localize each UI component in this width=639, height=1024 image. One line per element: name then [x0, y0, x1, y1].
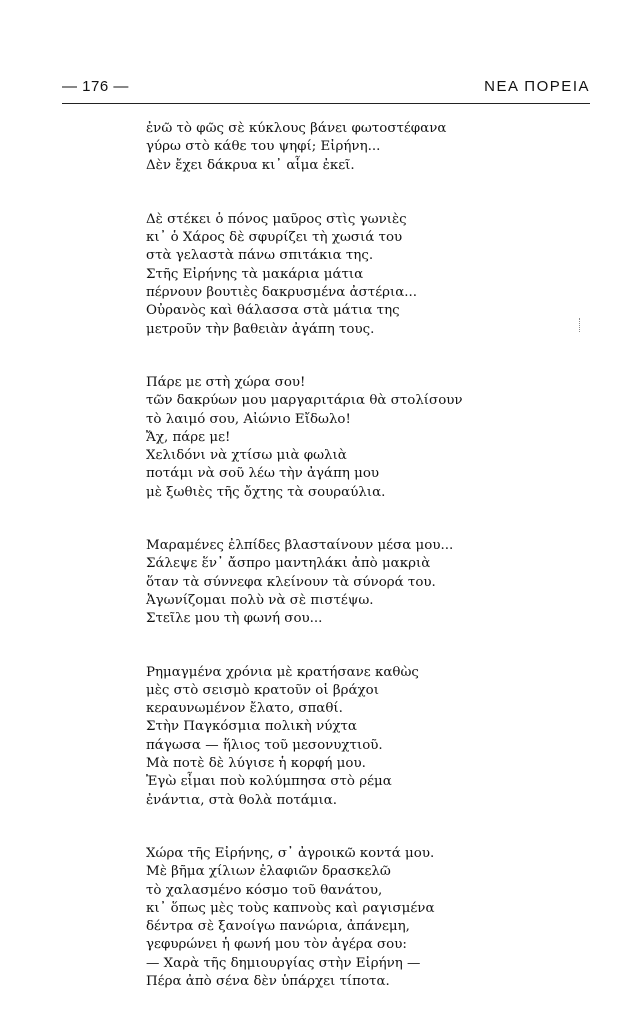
poem-line: Δὲ στέκει ὁ πόνος μαῦρος στὶς γωνιὲς: [146, 211, 407, 227]
poem-line: Μαραμένες ἐλπίδες βλασταίνουν μέσα μου...: [146, 538, 454, 554]
poem-line: τῶν δακρύων μου μαργαριτάρια θὰ στολίσουν: [146, 393, 463, 409]
page-number: — 176 —: [62, 78, 129, 95]
journal-title: ΝΕΑ ΠΟΡΕΙΑ: [484, 78, 590, 95]
poem-line: ὅταν τὰ σύννεφα κλείνουν τὰ σύνορά του.: [146, 574, 436, 590]
poem-line: δέντρα σὲ ξανοίγω πανώρια, ἀπάνεμη,: [146, 919, 410, 935]
poem-line: στὰ γελαστὰ πάνω σπιτάκια της.: [146, 248, 374, 264]
poem-line: Σάλεψε ἕν᾿ ἄσπρο μαντηλάκι ἀπὸ μακριὰ: [146, 556, 431, 572]
stanza-5: [146, 664, 586, 810]
poem-line: Δὲν ἔχει δάκρυα κι᾿ αἷμα ἐκεῖ.: [146, 157, 355, 173]
poem-line: Στὴν Παγκόσμια πολικὴ νύχτα: [146, 719, 357, 735]
poem-body: [146, 120, 586, 991]
poem-line: ἐνάντια, στὰ θολὰ ποτάμια.: [146, 792, 338, 808]
poem-line: Ἐγὼ εἶμαι ποὺ κολύμπησα στὸ ρέμα: [146, 774, 392, 790]
poem-line: Πέρα ἀπὸ σένα δὲν ὑπάρχει τίποτα.: [146, 973, 390, 989]
poem-line: Μὲ βῆμα χίλιων ἐλαφιῶν δρασκελῶ: [146, 864, 391, 880]
poem-line: τὸ λαιμό σου, Αἰώνιο Εἴδωλο!: [146, 411, 351, 427]
poem-line: ποτάμι νὰ σοῦ λέω τὴν ἀγάπη μου: [146, 466, 380, 482]
poem-line: γεφυρώνει ἡ φωνή μου τὸν ἀγέρα σου:: [146, 937, 407, 953]
poem-line: Οὐρανὸς καὶ θάλασσα στὰ μάτια της: [146, 303, 400, 319]
poem-line: — Χαρὰ τῆς δημιουργίας στὴν Εἰρήνη —: [146, 955, 421, 971]
margin-mark: [579, 318, 582, 332]
poem-line: πάγωσα — ἥλιος τοῦ μεσονυχτιοῦ.: [146, 737, 383, 753]
stanza-1: [146, 120, 586, 175]
poem-line: πέρνουν βουτιὲς δακρυσμένα ἀστέρια...: [146, 285, 418, 301]
poem-line: Χώρα τῆς Εἰρήνης, σ᾿ ἀγροικῶ κοντά μου.: [146, 845, 435, 861]
poem-line: Ἀγωνίζομαι πολὺ νὰ σὲ πιστέψω.: [146, 592, 374, 608]
poem-line: Ρημαγμένα χρόνια μὲ κρατήσανε καθὼς: [146, 664, 419, 680]
poem-line: Ἄχ, πάρε με!: [146, 429, 231, 445]
poem-line: κι᾿ ὁ Χάρος δὲ σφυρίζει τὴ χωσιά του: [146, 230, 403, 246]
poem-line: Χελιδόνι νὰ χτίσω μιὰ φωλιὰ: [146, 448, 347, 464]
poem-line: μὲς στὸ σεισμὸ κρατοῦν οἱ βράχοι: [146, 682, 379, 698]
header-rule: [62, 103, 590, 104]
poem-line: κι᾿ ὅπως μὲς τοὺς καπνοὺς καὶ ραγισμένα: [146, 900, 435, 916]
stanza-3: [146, 374, 586, 502]
stanza-6: [146, 845, 586, 991]
stanza-4: [146, 537, 586, 628]
stanza-2: [146, 211, 586, 339]
poem-line: Στῆς Εἰρήνης τὰ μακάρια μάτια: [146, 266, 364, 282]
poem-line: μὲ ξωθιὲς τῆς ὄχτης τὰ σουραύλια.: [146, 484, 386, 500]
poem-line: μετροῦν τὴν βαθειὰν ἀγάπη τους.: [146, 321, 375, 337]
poem-line: ἐνῶ τὸ φῶς σὲ κύκλους βάνει φωτοστέφανα: [146, 121, 447, 136]
running-header: [62, 78, 590, 102]
poem-line: τὸ χαλασμένο κόσμο τοῦ θανάτου,: [146, 882, 383, 898]
poem-line: Μὰ ποτὲ δὲ λύγισε ἡ κορφή μου.: [146, 756, 366, 772]
poem-line: Στεῖλε μου τὴ φωνή σου...: [146, 611, 323, 627]
poem-line: Πάρε με στὴ χώρα σου!: [146, 374, 306, 390]
poem-line: κεραυνωμένον ἔλατο, σπαθί.: [146, 701, 343, 717]
poem-line: γύρω στὸ κάθε του ψηφί; Εἰρήνη...: [146, 139, 381, 155]
